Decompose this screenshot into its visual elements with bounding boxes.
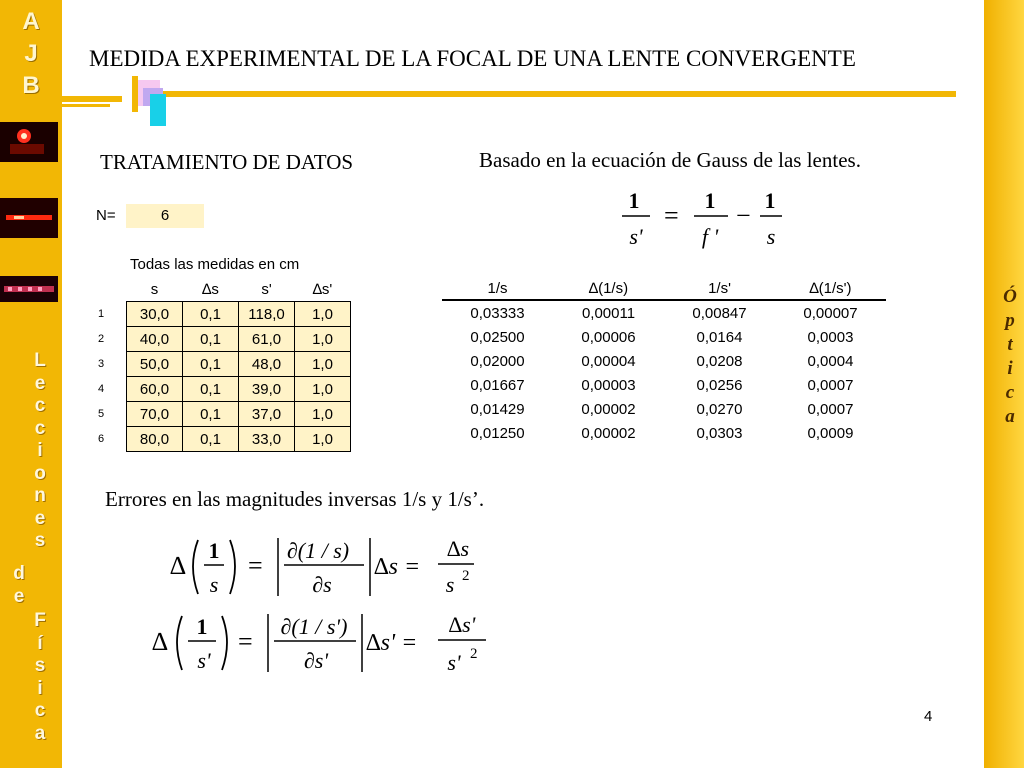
table-row bbox=[94, 352, 351, 377]
optica-letter: a bbox=[1005, 406, 1015, 427]
cell-s: 60,0 bbox=[127, 377, 183, 402]
cell-delta-s: 0,1 bbox=[183, 352, 239, 377]
table-row bbox=[442, 300, 886, 325]
err2-delta: ∆ bbox=[152, 627, 168, 656]
laser-thumbnail-3 bbox=[0, 276, 58, 302]
cell-delta-s-prime: 1,0 bbox=[295, 352, 351, 377]
cell-delta-s: 0,1 bbox=[183, 377, 239, 402]
err2-pd-den: ∂s' bbox=[303, 648, 329, 673]
cell-delta-s: 0,1 bbox=[183, 402, 239, 427]
table-cell: 0,02000 bbox=[470, 352, 525, 370]
cell-s: 50,0 bbox=[127, 352, 183, 377]
sidebar-word-fisica bbox=[30, 610, 50, 745]
table-cell: 0,0256 bbox=[696, 376, 743, 394]
err1-pd-num: ∂(1 / s) bbox=[286, 538, 350, 563]
cell-delta-s: 0,1 bbox=[183, 302, 239, 327]
table-cell: 0,0208 bbox=[696, 352, 743, 370]
decor-bar-yellow bbox=[132, 76, 138, 112]
cell-delta-s-prime: 1,0 bbox=[295, 427, 351, 452]
optica-letter: p bbox=[1005, 310, 1015, 331]
units-note: Todas las medidas en cm bbox=[130, 256, 300, 273]
optica-letter: t bbox=[1007, 334, 1013, 355]
err1-pd-den: ∂s bbox=[312, 572, 332, 597]
err2-res-exp: 2 bbox=[470, 646, 478, 662]
cell-s-prime: 37,0 bbox=[239, 402, 295, 427]
sidebar-word-lecciones-text: L e c c i o n e s bbox=[34, 350, 46, 551]
header-line-left-2 bbox=[62, 104, 110, 107]
gauss-formula bbox=[620, 182, 790, 252]
table-cell: 0,00847 bbox=[692, 304, 747, 322]
table-row bbox=[94, 377, 351, 402]
gauss-equals: = bbox=[664, 201, 679, 230]
measurements-table bbox=[94, 277, 351, 452]
laser-thumbnail-2 bbox=[0, 198, 58, 238]
row-index: 5 bbox=[98, 408, 105, 420]
err1-frac-num: 1 bbox=[208, 538, 220, 563]
err1-res-exp: 2 bbox=[462, 568, 470, 584]
header-delta-s: ∆s bbox=[202, 280, 219, 298]
table-row bbox=[442, 421, 886, 445]
logo-letter-j: J bbox=[24, 40, 38, 67]
header-delta-inv-s: ∆(1/s) bbox=[553, 277, 664, 300]
gauss-f-den: f ' bbox=[701, 224, 719, 249]
page-title: MEDIDA EXPERIMENTAL DE LA FOCAL DE UNA LENTE CONVERGENTE bbox=[89, 46, 856, 71]
table-row bbox=[94, 427, 351, 452]
err2-pd-num: ∂(1 / s') bbox=[280, 614, 348, 639]
table-row bbox=[442, 325, 886, 349]
row-index: 4 bbox=[98, 383, 105, 395]
cell-s-prime: 48,0 bbox=[239, 352, 295, 377]
errors-description: Errores en las magnitudes inversas 1/s y 1/s’. bbox=[105, 487, 485, 511]
n-label: N= bbox=[96, 207, 116, 224]
row-index: 3 bbox=[98, 358, 105, 370]
sidebar-word-lecciones bbox=[30, 350, 50, 553]
gauss-minus: − bbox=[736, 201, 751, 230]
table-cell: 0,0007 bbox=[807, 376, 854, 394]
err1-res-den: s bbox=[445, 572, 455, 597]
err1-mid: ∆s = bbox=[374, 554, 421, 580]
right-sidebar bbox=[984, 0, 1024, 768]
err1-res-num: ∆s bbox=[446, 536, 470, 561]
err2-frac-den: s' bbox=[197, 648, 211, 673]
gauss-f-num: 1 bbox=[704, 188, 716, 213]
table-cell: 0,0004 bbox=[807, 352, 854, 370]
header-delta-s-prime: ∆s' bbox=[312, 280, 333, 298]
table-cell: 0,0303 bbox=[696, 424, 743, 442]
cell-s: 40,0 bbox=[127, 327, 183, 352]
table-cell: 0,00006 bbox=[581, 328, 636, 346]
cell-delta-s-prime: 1,0 bbox=[295, 327, 351, 352]
table-row bbox=[94, 402, 351, 427]
cell-delta-s: 0,1 bbox=[183, 327, 239, 352]
section-subtitle: TRATAMIENTO DE DATOS bbox=[100, 150, 354, 174]
table-row bbox=[442, 349, 886, 373]
err1-equals: = bbox=[248, 551, 263, 580]
inverses-table bbox=[442, 277, 886, 445]
cell-s-prime: 33,0 bbox=[239, 427, 295, 452]
table-header-row bbox=[94, 277, 351, 302]
logo-letter-a: A bbox=[22, 8, 40, 35]
table-cell: 0,00003 bbox=[581, 376, 636, 394]
gauss-lhs-den: s' bbox=[629, 224, 643, 249]
page-number: 4 bbox=[924, 708, 933, 725]
cell-s-prime: 39,0 bbox=[239, 377, 295, 402]
gauss-lhs-num: 1 bbox=[628, 188, 640, 213]
cell-delta-s-prime: 1,0 bbox=[295, 402, 351, 427]
optica-letter: i bbox=[1007, 358, 1013, 379]
table-cell: 0,00002 bbox=[581, 424, 636, 442]
table-row bbox=[442, 397, 886, 421]
cell-s-prime: 61,0 bbox=[239, 327, 295, 352]
cell-s: 30,0 bbox=[127, 302, 183, 327]
err2-equals: = bbox=[238, 627, 253, 656]
header-delta-inv-s-prime: ∆(1/s') bbox=[775, 277, 886, 300]
err2-frac-num: 1 bbox=[196, 614, 208, 639]
err2-mid: ∆s' = bbox=[366, 630, 418, 656]
table-cell: 0,0270 bbox=[696, 400, 743, 418]
table-row bbox=[94, 302, 351, 327]
n-value: 6 bbox=[126, 204, 204, 228]
err2-res-num: ∆s' bbox=[448, 612, 476, 637]
table-row bbox=[442, 373, 886, 397]
cell-delta-s-prime: 1,0 bbox=[295, 302, 351, 327]
header-s: s bbox=[150, 280, 159, 298]
table-cell: 0,01429 bbox=[470, 400, 525, 418]
cell-s: 70,0 bbox=[127, 402, 183, 427]
table-row bbox=[94, 327, 351, 352]
row-index: 1 bbox=[98, 308, 105, 320]
table-cell: 0,00002 bbox=[581, 400, 636, 418]
laser-thumbnail-1 bbox=[0, 122, 58, 162]
header-line-main bbox=[160, 91, 956, 97]
table-cell: 0,01667 bbox=[470, 376, 525, 394]
table-cell: 0,00004 bbox=[581, 352, 636, 370]
optica-vertical-label bbox=[1000, 285, 1020, 429]
sidebar-word-de-text: d e bbox=[13, 563, 25, 607]
table-cell: 0,02500 bbox=[470, 328, 525, 346]
header-line-left bbox=[62, 96, 122, 102]
row-index: 6 bbox=[98, 433, 105, 445]
table-cell: 0,00011 bbox=[581, 304, 636, 322]
logo-letter-b: B bbox=[22, 72, 40, 99]
left-sidebar bbox=[0, 0, 62, 768]
table-cell: 0,00007 bbox=[803, 304, 858, 322]
header-inv-s-prime: 1/s' bbox=[664, 277, 775, 300]
table-header-row bbox=[442, 277, 886, 300]
err1-frac-den: s bbox=[209, 572, 219, 597]
header-s-prime: s' bbox=[261, 280, 272, 298]
optica-letter: Ó bbox=[1003, 286, 1017, 307]
row-index: 2 bbox=[98, 333, 105, 345]
table-cell: 0,0003 bbox=[807, 328, 854, 346]
table-cell: 0,03333 bbox=[470, 304, 525, 322]
table-cell: 0,0009 bbox=[807, 424, 854, 442]
sidebar-word-fisica-text: F í s i c a bbox=[34, 610, 46, 744]
error-formula-inv-s bbox=[168, 532, 488, 602]
err1-delta: ∆ bbox=[170, 551, 186, 580]
cell-delta-s: 0,1 bbox=[183, 427, 239, 452]
gauss-s-den: s bbox=[766, 224, 776, 249]
optica-letter: c bbox=[1005, 382, 1015, 403]
gauss-s-num: 1 bbox=[764, 188, 776, 213]
error-formula-inv-s-prime bbox=[150, 608, 510, 680]
table-cell: 0,0007 bbox=[807, 400, 854, 418]
gauss-description: Basado en la ecuación de Gauss de las lentes. bbox=[479, 148, 861, 172]
header-inv-s: 1/s bbox=[442, 277, 553, 300]
cell-s-prime: 118,0 bbox=[239, 302, 295, 327]
sidebar-word-de bbox=[9, 563, 29, 608]
err2-res-den: s' bbox=[447, 650, 461, 675]
decor-square-cyan bbox=[150, 94, 166, 126]
table-cell: 0,0164 bbox=[696, 328, 743, 346]
cell-delta-s-prime: 1,0 bbox=[295, 377, 351, 402]
table-cell: 0,01250 bbox=[470, 424, 525, 442]
cell-s: 80,0 bbox=[127, 427, 183, 452]
